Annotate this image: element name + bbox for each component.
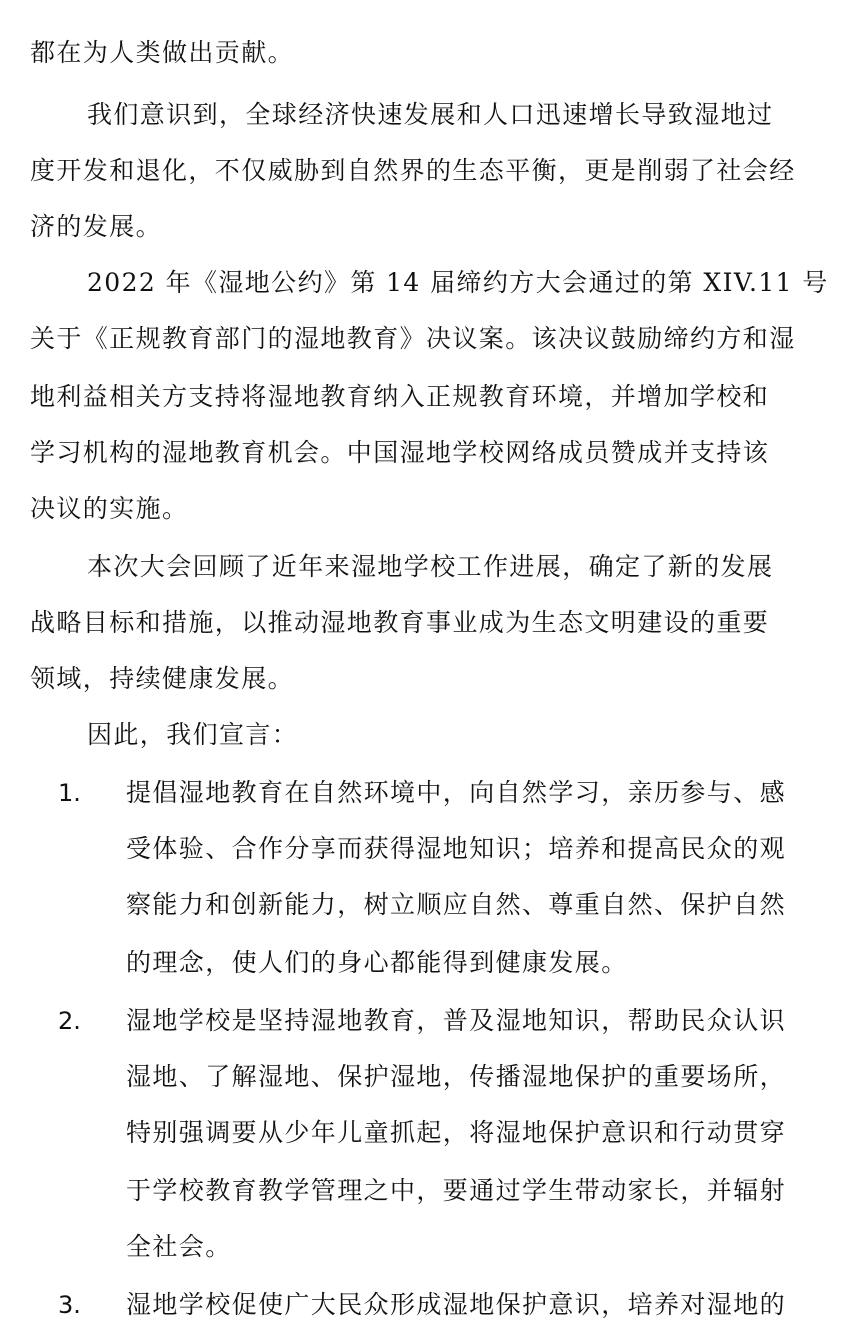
list-item-line: 特别强调要从少年儿童抓起，将湿地保护意识和行动贯穿 (126, 1118, 787, 1147)
paragraph-line: 济的发展。 (30, 212, 163, 241)
list-item-line: 察能力和创新能力，树立顺应自然、尊重自然、保护自然 (126, 890, 787, 919)
list-item-line: 湿地、了解湿地、保护湿地，传播湿地保护的重要场所， (126, 1062, 787, 1091)
paragraph-line: 学习机构的湿地教育机会。中国湿地学校网络成员赞成并支持该 (30, 438, 770, 467)
list-item-line: 的理念，使人们的身心都能得到健康发展。 (126, 948, 628, 977)
list-item-line: 受体验、合作分享而获得湿地知识；培养和提高民众的观 (126, 834, 787, 863)
paragraph-line: 领域，持续健康发展。 (30, 664, 295, 693)
paragraph-line: 战略目标和措施，以推动湿地教育事业成为生态文明建设的重要 (30, 608, 770, 637)
list-number: 1. (58, 779, 81, 807)
paragraph-line: 都在为人类做出贡献。 (30, 38, 295, 67)
list-item-line: 湿地学校是坚持湿地教育，普及湿地知识，帮助民众认识 (126, 1006, 787, 1035)
list-number: 3. (58, 1291, 81, 1319)
paragraph-line: 本次大会回顾了近年来湿地学校工作进展，确定了新的发展 (87, 552, 774, 581)
list-number: 2. (58, 1007, 81, 1035)
paragraph-line: 2022 年《湿地公约》第 14 届缔约方大会通过的第 XIV.11 号 (87, 268, 829, 297)
list-item-line: 提倡湿地教育在自然环境中，向自然学习，亲历参与、感 (126, 778, 787, 807)
paragraph-line: 因此，我们宣言： (87, 720, 299, 749)
paragraph-line: 决议的实施。 (30, 494, 189, 523)
list-item-line: 全社会。 (126, 1232, 232, 1261)
list-item-line: 于学校教育教学管理之中，要通过学生带动家长，并辐射 (126, 1176, 787, 1205)
paragraph-line: 地利益相关方支持将湿地教育纳入正规教育环境，并增加学校和 (30, 382, 770, 411)
paragraph-line: 我们意识到，全球经济快速发展和人口迅速增长导致湿地过 (87, 100, 774, 129)
paragraph-line: 度开发和退化，不仅威胁到自然界的生态平衡，更是削弱了社会经 (30, 156, 796, 185)
paragraph-line: 关于《正规教育部门的湿地教育》决议案。该决议鼓励缔约方和湿 (30, 324, 796, 353)
list-item-line: 湿地学校促使广大民众形成湿地保护意识，培养对湿地的 (126, 1290, 787, 1319)
